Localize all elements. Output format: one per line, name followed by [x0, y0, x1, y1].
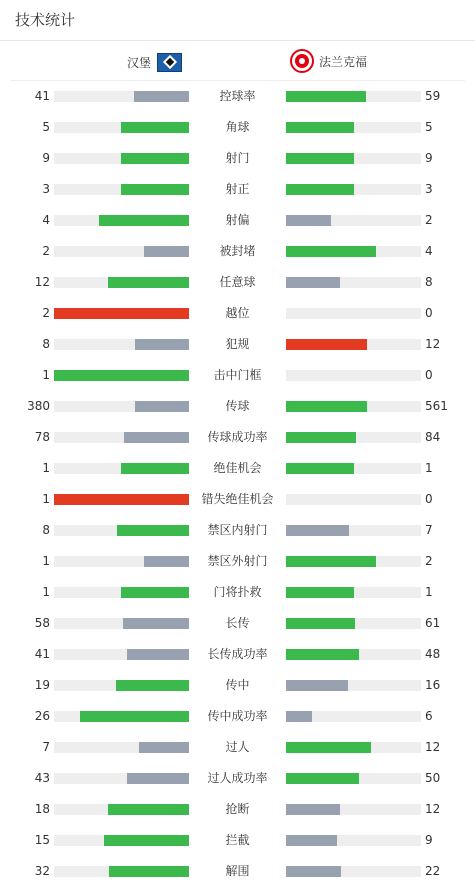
stats-header: [0, 0, 475, 41]
away-bar-fill: [286, 525, 349, 536]
home-bar-track: [54, 246, 189, 257]
away-bar-track: [286, 153, 421, 164]
stat-row: [0, 360, 475, 391]
away-bar-track: [286, 463, 421, 474]
away-bar-track: [286, 215, 421, 226]
stat-row: [0, 267, 475, 298]
stat-label: 传中: [225, 678, 250, 692]
home-team-name: 汉堡: [126, 55, 151, 70]
stat-row: [0, 608, 475, 639]
away-bar-fill: [286, 587, 354, 598]
away-bar-fill: [286, 649, 359, 660]
away-bar-track: [286, 184, 421, 195]
home-bar-fill: [104, 835, 189, 846]
away-bar-fill: [286, 618, 355, 629]
away-bar-track: [286, 339, 421, 350]
stat-row: [0, 112, 475, 143]
away-value: 0: [425, 492, 433, 506]
stat-label: 长传: [225, 616, 250, 630]
away-value: 9: [425, 833, 433, 847]
away-value: 50: [425, 771, 441, 785]
away-value: 561: [425, 399, 448, 413]
away-bar-fill: [286, 184, 354, 195]
home-bar-fill: [144, 556, 189, 567]
home-value: 78: [34, 430, 50, 444]
away-bar-fill: [286, 91, 366, 102]
stat-label: 犯规: [225, 337, 250, 351]
stat-label: 控球率: [219, 89, 256, 103]
stat-row: [0, 81, 475, 112]
home-bar-fill: [54, 308, 189, 319]
away-value: 12: [425, 740, 441, 754]
away-bar-track: [286, 835, 421, 846]
stat-label: 射偏: [225, 213, 250, 227]
home-bar-fill: [109, 866, 189, 877]
stat-row: [0, 577, 475, 608]
away-bar-fill: [286, 556, 376, 567]
home-team[interactable]: [127, 51, 182, 73]
stat-label: 传中成功率: [207, 709, 268, 723]
stat-row: [0, 236, 475, 267]
away-value: 16: [425, 678, 441, 692]
home-bar-fill: [123, 618, 189, 629]
home-value: 12: [34, 275, 50, 289]
away-bar-fill: [286, 401, 367, 412]
stat-label: 射门: [225, 151, 250, 165]
away-value: 9: [425, 151, 433, 165]
away-bar-track: [286, 308, 421, 319]
away-bar-track: [286, 122, 421, 133]
stat-label: 击中门框: [213, 368, 262, 382]
stat-label: 绝佳机会: [213, 461, 262, 475]
home-bar-fill: [139, 742, 189, 753]
away-bar-fill: [286, 866, 341, 877]
away-bar-fill: [286, 432, 356, 443]
away-bar-fill: [286, 246, 376, 257]
stat-row: [0, 856, 475, 887]
home-value: 41: [34, 647, 50, 661]
away-bar-track: [286, 804, 421, 815]
away-bar-track: [286, 711, 421, 722]
home-bar-track: [54, 494, 189, 505]
stat-label: 角球: [225, 120, 250, 134]
away-value: 22: [425, 864, 441, 878]
home-bar-fill: [135, 401, 189, 412]
away-bar-track: [286, 587, 421, 598]
away-value: 6: [425, 709, 433, 723]
stat-row: [0, 670, 475, 701]
home-bar-track: [54, 835, 189, 846]
home-value: 15: [34, 833, 50, 847]
home-bar-fill: [127, 773, 189, 784]
away-value: 7: [425, 523, 433, 537]
home-value: 1: [42, 368, 50, 382]
home-bar-fill: [121, 153, 189, 164]
away-value: 12: [425, 337, 441, 351]
stat-label: 传球成功率: [207, 430, 268, 444]
away-bar-fill: [286, 835, 337, 846]
stat-row: [0, 639, 475, 670]
stat-label: 错失绝佳机会: [201, 492, 274, 506]
home-bar-track: [54, 91, 189, 102]
home-bar-fill: [121, 184, 189, 195]
away-team-name: 法兰克福: [319, 54, 368, 69]
away-bar-fill: [286, 339, 367, 350]
away-team[interactable]: [290, 49, 367, 73]
stat-label: 传球: [225, 399, 250, 413]
home-bar-fill: [117, 525, 189, 536]
home-bar-track: [54, 556, 189, 567]
away-bar-fill: [286, 215, 331, 226]
stat-label: 禁区内射门: [207, 523, 268, 537]
stat-label: 门将扑救: [213, 585, 262, 599]
stat-row: [0, 329, 475, 360]
away-bar-track: [286, 91, 421, 102]
stat-row: [0, 794, 475, 825]
home-value: 3: [42, 182, 50, 196]
stat-row: [0, 174, 475, 205]
away-bar-fill: [286, 711, 312, 722]
away-bar-track: [286, 649, 421, 660]
home-bar-fill: [80, 711, 189, 722]
home-bar-fill: [121, 587, 189, 598]
home-bar-track: [54, 308, 189, 319]
away-value: 1: [425, 461, 433, 475]
home-value: 1: [42, 492, 50, 506]
home-value: 43: [34, 771, 50, 785]
home-bar-track: [54, 370, 189, 381]
stat-row: [0, 825, 475, 856]
stats-list: [0, 81, 475, 887]
home-bar-fill: [108, 804, 189, 815]
home-bar-fill: [134, 91, 189, 102]
home-value: 2: [42, 244, 50, 258]
stat-label: 解围: [225, 864, 250, 878]
away-bar-track: [286, 277, 421, 288]
away-bar-track: [286, 742, 421, 753]
away-bar-fill: [286, 804, 340, 815]
home-bar-track: [54, 339, 189, 350]
stat-row: [0, 484, 475, 515]
away-bar-track: [286, 432, 421, 443]
home-value: 1: [42, 585, 50, 599]
stat-label: 任意球: [219, 275, 256, 289]
home-bar-fill: [124, 432, 189, 443]
away-bar-fill: [286, 463, 354, 474]
teams-header: [10, 41, 465, 81]
away-bar-track: [286, 556, 421, 567]
home-value: 58: [34, 616, 50, 630]
hsv-crest-icon: [157, 53, 182, 72]
home-bar-fill: [54, 494, 189, 505]
home-value: 1: [42, 461, 50, 475]
away-bar-track: [286, 401, 421, 412]
home-value: 19: [34, 678, 50, 692]
home-bar-fill: [54, 370, 189, 381]
away-value: 12: [425, 802, 441, 816]
away-bar-track: [286, 866, 421, 877]
home-value: 26: [34, 709, 50, 723]
home-bar-track: [54, 463, 189, 474]
home-bar-track: [54, 618, 189, 629]
home-value: 5: [42, 120, 50, 134]
away-bar-fill: [286, 122, 354, 133]
home-bar-fill: [121, 463, 189, 474]
stat-row: [0, 732, 475, 763]
away-bar-track: [286, 773, 421, 784]
away-bar-track: [286, 370, 421, 381]
away-bar-fill: [286, 277, 340, 288]
home-value: 41: [34, 89, 50, 103]
home-bar-track: [54, 649, 189, 660]
stat-row: [0, 763, 475, 794]
stat-label: 射正: [225, 182, 250, 196]
away-value: 48: [425, 647, 441, 661]
home-value: 2: [42, 306, 50, 320]
stat-row: [0, 422, 475, 453]
home-bar-fill: [99, 215, 189, 226]
home-bar-fill: [135, 339, 189, 350]
home-bar-track: [54, 525, 189, 536]
stat-label: 长传成功率: [207, 647, 268, 661]
home-bar-track: [54, 711, 189, 722]
away-value: 2: [425, 554, 433, 568]
home-value: 380: [27, 399, 50, 413]
page-title: 技术统计: [15, 11, 76, 29]
away-value: 1: [425, 585, 433, 599]
home-value: 32: [34, 864, 50, 878]
stat-label: 过人成功率: [207, 771, 268, 785]
home-bar-fill: [144, 246, 189, 257]
home-value: 4: [42, 213, 50, 227]
away-bar-track: [286, 525, 421, 536]
home-bar-fill: [108, 277, 189, 288]
stat-label: 禁区外射门: [207, 554, 268, 568]
away-value: 3: [425, 182, 433, 196]
stat-label: 越位: [225, 306, 250, 320]
stat-label: 被封堵: [219, 244, 256, 258]
home-bar-fill: [127, 649, 189, 660]
away-value: 59: [425, 89, 441, 103]
away-bar-track: [286, 618, 421, 629]
stat-label: 拦截: [225, 833, 250, 847]
home-value: 7: [42, 740, 50, 754]
away-bar-track: [286, 246, 421, 257]
stat-row: [0, 143, 475, 174]
stat-row: [0, 205, 475, 236]
away-bar-fill: [286, 742, 371, 753]
home-bar-track: [54, 432, 189, 443]
away-value: 0: [425, 368, 433, 382]
away-value: 61: [425, 616, 441, 630]
home-value: 9: [42, 151, 50, 165]
stat-label: 抢断: [225, 802, 250, 816]
home-value: 8: [42, 523, 50, 537]
stat-row: [0, 298, 475, 329]
home-bar-track: [54, 277, 189, 288]
away-bar-fill: [286, 773, 359, 784]
away-value: 5: [425, 120, 433, 134]
away-value: 84: [425, 430, 441, 444]
away-value: 4: [425, 244, 433, 258]
home-bar-track: [54, 215, 189, 226]
away-bar-fill: [286, 680, 348, 691]
home-bar-track: [54, 184, 189, 195]
home-bar-track: [54, 122, 189, 133]
home-bar-track: [54, 401, 189, 412]
stat-row: [0, 391, 475, 422]
away-bar-track: [286, 494, 421, 505]
home-bar-track: [54, 866, 189, 877]
home-bar-track: [54, 153, 189, 164]
stat-row: [0, 701, 475, 732]
home-bar-fill: [121, 122, 189, 133]
home-bar-track: [54, 742, 189, 753]
home-value: 8: [42, 337, 50, 351]
home-bar-track: [54, 773, 189, 784]
stat-row: [0, 453, 475, 484]
stat-label: 过人: [225, 740, 250, 754]
home-bar-track: [54, 587, 189, 598]
away-value: 0: [425, 306, 433, 320]
home-bar-track: [54, 804, 189, 815]
away-bar-fill: [286, 153, 354, 164]
away-value: 8: [425, 275, 433, 289]
away-bar-track: [286, 680, 421, 691]
away-value: 2: [425, 213, 433, 227]
stat-row: [0, 515, 475, 546]
home-value: 1: [42, 554, 50, 568]
eintracht-crest-icon: [290, 49, 314, 73]
home-value: 18: [34, 802, 50, 816]
home-bar-fill: [116, 680, 189, 691]
stat-row: [0, 546, 475, 577]
home-bar-track: [54, 680, 189, 691]
